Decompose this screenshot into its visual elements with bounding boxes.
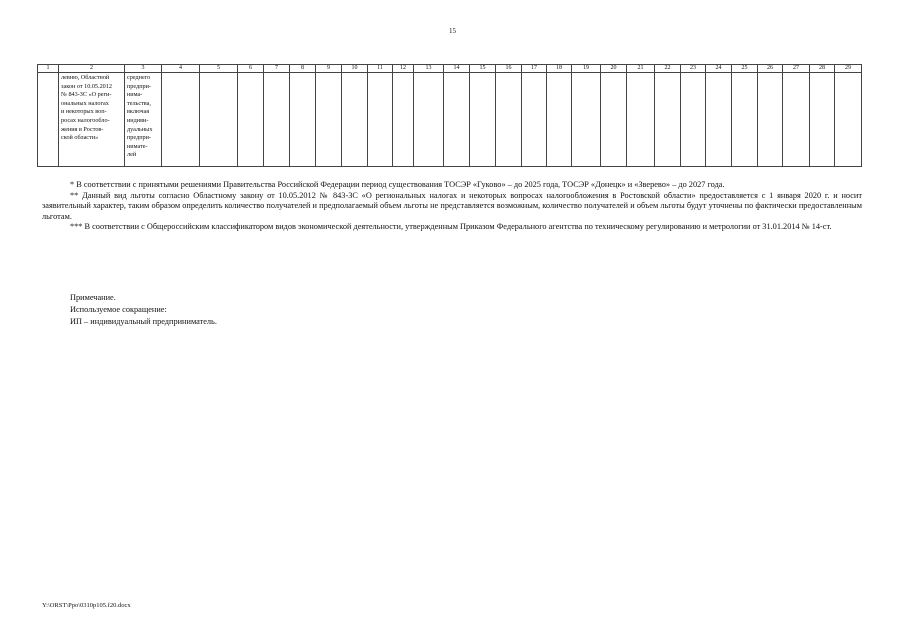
column-header: 18: [547, 65, 572, 73]
remark-abbreviation: ИП – индивидуальный предприниматель.: [70, 317, 217, 327]
column-header: 21: [627, 65, 655, 73]
table-cell: [316, 73, 342, 167]
column-header: 1: [38, 65, 59, 73]
column-header: 26: [758, 65, 783, 73]
table-cell-recipient-category: среднего предпри- нима- тельства, включая индиви- дуальных предпри- нимате- лей: [125, 73, 162, 167]
column-header: 29: [835, 65, 862, 73]
table-cell: [758, 73, 783, 167]
table-cell: [162, 73, 200, 167]
table-cell: [264, 73, 290, 167]
column-header: 20: [601, 65, 627, 73]
page-number: 15: [449, 27, 456, 35]
footnote-2: ** Данный вид льготы согласно Областному закону от 10.05.2012 № 843-ЗС «О региональных налогах и некоторых вопросах налогообложения в Ростовской области» предоставляется с 1 января 2020 г. и носит заявительный характер, таким образом определить количество получателей и предполагаемый объем льготы не представляется возможным, количество получателей и объем льготы будут уточнены по фактически предоставленным льготам.: [42, 190, 862, 221]
table-cell: [414, 73, 444, 167]
table-cell: [783, 73, 810, 167]
table-cell: [522, 73, 547, 167]
table-cell: [393, 73, 414, 167]
column-header: 15: [470, 65, 496, 73]
table-row: [38, 73, 862, 167]
column-header: 22: [655, 65, 681, 73]
column-header: 23: [681, 65, 706, 73]
column-header: 10: [342, 65, 368, 73]
column-header: 14: [444, 65, 470, 73]
column-header: 5: [200, 65, 238, 73]
column-header: 11: [368, 65, 393, 73]
column-header: 12: [393, 65, 414, 73]
table-cell-law-reference: левню, Областной закон от 10.05.2012 № 843-ЗС «О реги- ональных налогах и некоторых воп- росах налогообло- жения в Ростов- ской области»: [59, 73, 125, 167]
table-cell: [368, 73, 393, 167]
column-header: 25: [732, 65, 758, 73]
column-header: 16: [496, 65, 522, 73]
column-header: 6: [238, 65, 264, 73]
data-table: [37, 64, 862, 167]
table-cell: [200, 73, 238, 167]
table-cell: [655, 73, 681, 167]
table-header-row: [38, 65, 862, 73]
column-header: 17: [522, 65, 547, 73]
footnotes: [42, 180, 862, 233]
column-header: 28: [810, 65, 835, 73]
column-header: 9: [316, 65, 342, 73]
column-header: 7: [264, 65, 290, 73]
table-cell: [810, 73, 835, 167]
table-cell: [342, 73, 368, 167]
table-cell: [496, 73, 522, 167]
table-cell: [572, 73, 601, 167]
column-header: 8: [290, 65, 316, 73]
remark-block: [70, 292, 217, 329]
table-cell: [547, 73, 572, 167]
column-header: 13: [414, 65, 444, 73]
column-header: 27: [783, 65, 810, 73]
table-cell: [732, 73, 758, 167]
footnote-1: * В соответствии с принятыми решениями Правительства Российской Федерации период существования ТОСЭР «Гуково» – до 2025 года, ТОСЭР «Донецк» и «Зверево» – до 2027 года.: [70, 180, 725, 189]
column-header: 3: [125, 65, 162, 73]
table-cell: [238, 73, 264, 167]
document-file-path: Y:\ORST\Ppo\0310p105.f20.docx: [42, 602, 131, 609]
remark-title: Примечание.: [70, 293, 116, 302]
table-cell: [601, 73, 627, 167]
table-cell: [627, 73, 655, 167]
footnote-3: *** В соответствии с Общероссийским классификатором видов экономической деятельности, утвержденным Приказом Федерального агентства по техническому регулированию и метрологии от 31.01.2014 № 14-ст.: [70, 222, 832, 232]
column-header: 4: [162, 65, 200, 73]
table-cell: [38, 73, 59, 167]
table-cell: [706, 73, 732, 167]
table-cell: [470, 73, 496, 167]
table-cell: [444, 73, 470, 167]
table-cell: [835, 73, 862, 167]
column-header: 2: [59, 65, 125, 73]
table-cell: [681, 73, 706, 167]
column-header: 19: [572, 65, 601, 73]
column-header: 24: [706, 65, 732, 73]
table-cell: [290, 73, 316, 167]
remark-subtitle: Используемое сокращение:: [70, 305, 167, 315]
